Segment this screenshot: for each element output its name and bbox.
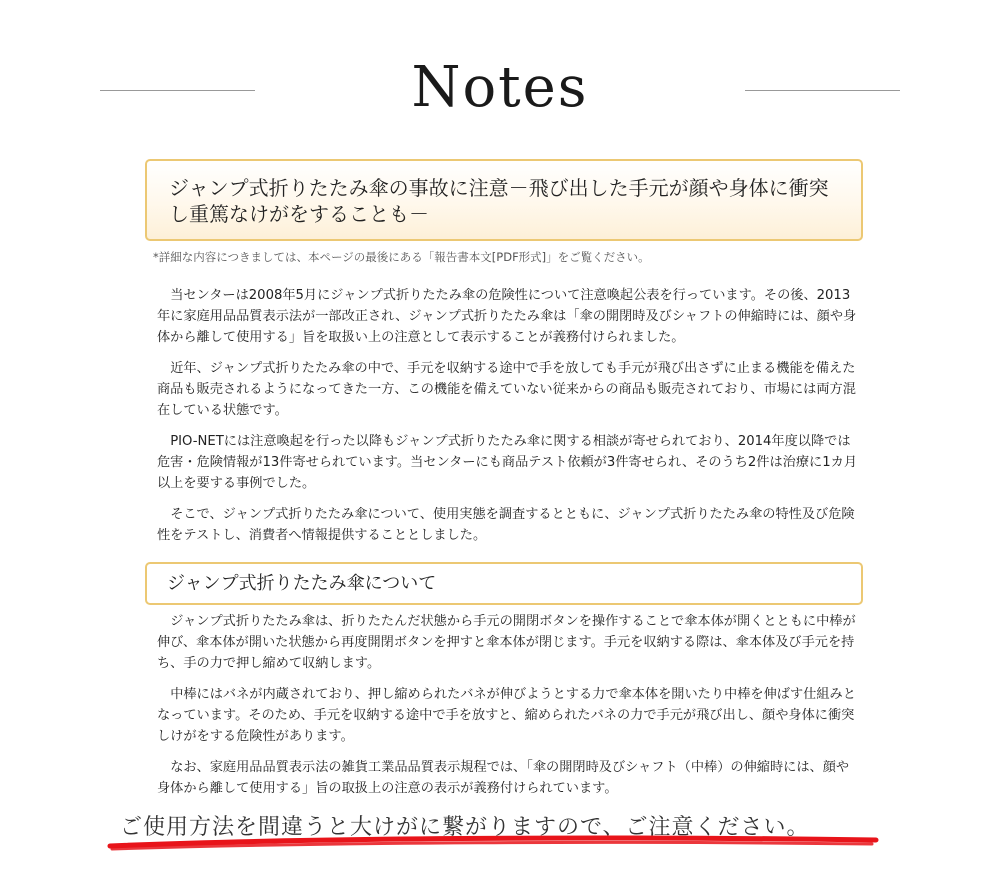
headline-text: ジャンプ式折りたたみ傘の事故に注意－飛び出した手元が顔や身体に衝突し重篤なけがをすることも－ [169,176,829,226]
section-paragraph-1: ジャンプ式折りたたみ傘は、折りたたんだ状態から手元の開閉ボタンを操作することで傘本体が開くとともに中棒が伸び、傘本体が開いた状態から再度開閉ボタンを押すと傘本体が閉じます。手元を収納する際は、傘本体及び手元を持ち、手の力で押し縮めて収納します。 [157,614,856,671]
section-paragraph-3: なお、家庭用品品質表示法の雑貨工業品品質表示規程では、「傘の開閉時及びシャフト（中棒）の伸縮時には、顔や身体から離して使用する」旨の取扱上の注意の表示が義務付けられています。 [157,760,850,796]
intro-paragraph-4: そこで、ジャンプ式折りたたみ傘について、使用実態を調査するとともに、ジャンプ式折りたたみ傘の特性及び危険性をテストし、消費者へ情報提供することとしました。 [157,507,855,543]
intro-section [157,285,857,556]
title-area [0,48,1000,128]
section-heading: ジャンプ式折りたたみ傘について [167,573,437,594]
intro-paragraph-1: 当センターは2008年5月にジャンプ式折りたたみ傘の危険性について注意喚起公表を行っています。その後、2013年に家庭用品品質表示法が一部改正され、ジャンプ式折りたたみ傘は「傘の開閉時及びシャフトの伸縮時には、顔や身体から離して使用する」旨を取扱い上の注意として表示することが義務付けられました。 [157,288,857,345]
detail-note: *詳細な内容につきましては、本ページの最後にある「報告書本文[PDF形式]」をご覧ください。 [153,250,650,264]
intro-paragraph-3: PIO-NETには注意喚起を行った以降もジャンプ式折りたたみ傘に関する相談が寄せられており、2014年度以降では危害・危険情報が13件寄せられています。当センターにも商品テスト依頼が3件寄せられ、そのうち2件は治療に1カ月以上を要する事例でした。 [157,434,858,491]
section-heading-box [145,562,863,605]
caution-message: ご使用方法を間違うと大けがに繋がりますので、ご注意ください。 [120,815,810,840]
intro-paragraph-2: 近年、ジャンプ式折りたたみ傘の中で、手元を収納する途中で手を放しても手元が飛び出さずに止まる機能を備えた商品も販売されるようになってきた一方、この機能を備えていない従来からの商品も販売されており、市場には両方混在している状態です。 [157,361,856,418]
page-title: Notes [411,55,589,120]
headline-box [145,159,863,241]
section-paragraph-2: 中棒にはバネが内蔵されており、押し縮められたバネが伸びようとする力で傘本体を開いたり中棒を伸ばす仕組みとなっています。そのため、手元を収納する途中で手を放すと、縮められたバネの力で手元が飛び出し、顔や身体に衝突しけがをする危険性があります。 [157,687,856,744]
umbrella-section [157,611,857,809]
